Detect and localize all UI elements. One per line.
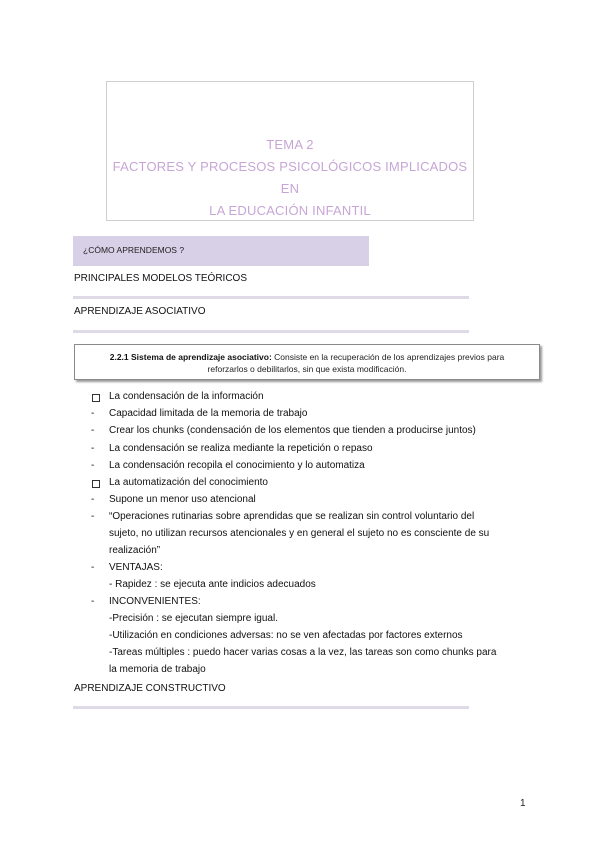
list-item: la memoria de trabajo	[109, 664, 206, 675]
dash-bullet: -	[91, 596, 95, 607]
question-banner	[73, 236, 369, 266]
checkbox-icon	[92, 480, 100, 488]
list-item: VENTAJAS:	[109, 562, 163, 573]
dash-bullet: -	[91, 443, 95, 454]
divider	[73, 296, 469, 299]
heading-models: PRINCIPALES MODELOS TEÓRICOS	[74, 273, 248, 284]
dash-bullet: -	[91, 460, 95, 471]
title-box	[106, 81, 474, 221]
definition-box	[74, 344, 540, 380]
list-item: realización”	[109, 545, 161, 556]
dash-bullet: -	[91, 511, 95, 522]
list-item: -Utilización en condiciones adversas: no se ven afectadas por factores externos	[109, 630, 463, 641]
definition-title: 2.2.1 Sistema de aprendizaje asociativo:	[109, 352, 272, 362]
question-label: ¿CÓMO APRENDEMOS ?	[83, 245, 185, 255]
dash-bullet: -	[91, 494, 95, 505]
list-item: La automatización del conocimiento	[109, 477, 268, 488]
definition-text: Consiste en la recuperación de los aprendizajes previos para	[271, 352, 505, 362]
list-item: INCONVENIENTES:	[109, 596, 201, 607]
list-item: sujeto, no utilizan recursos atencionales y en general el sujeto no es consciente de su	[109, 528, 490, 539]
dash-bullet: -	[91, 562, 95, 573]
list-item: Capacidad limitada de la memoria de trabajo	[109, 408, 308, 419]
list-item: -Precisión : se ejecutan siempre igual.	[109, 613, 278, 624]
list-item: “Operaciones rutinarias sobre aprendidas que se realizan sin control voluntario del	[109, 511, 475, 522]
list-item: La condensación se realiza mediante la repetición o repaso	[109, 443, 373, 454]
list-item: - Rapidez : se ejecuta ante indicios adecuados	[109, 579, 316, 590]
dash-bullet: -	[91, 425, 95, 436]
title-line-3: LA EDUCACIÓN INFANTIL	[209, 203, 371, 218]
list-item: La condensación recopila el conocimiento y lo automatiza	[109, 460, 365, 471]
divider	[73, 330, 469, 333]
title-line-1: TEMA 2	[266, 137, 314, 152]
checkbox-icon	[92, 394, 100, 402]
heading-associative: APRENDIZAJE ASOCIATIVO	[74, 306, 206, 317]
list-item: -Tareas múltiples : puedo hacer varias cosas a la vez, las tareas son como chunks para	[109, 647, 497, 658]
dash-bullet: -	[91, 408, 95, 419]
definition-text-2: reforzarlos o debilitarlos, sin que exista modificación.	[207, 364, 407, 374]
heading-constructive: APRENDIZAJE CONSTRUCTIVO	[74, 683, 226, 694]
page-number: 1	[520, 798, 526, 809]
list-item: Crear los chunks (condensación de los elementos que tienden a producirse juntos)	[109, 425, 476, 436]
title-line-2: FACTORES Y PROCESOS PSICOLÓGICOS IMPLICADOS EN	[112, 159, 468, 196]
divider	[73, 706, 469, 709]
list-item: Supone un menor uso atencional	[109, 494, 256, 505]
list-item: La condensación de la información	[109, 391, 264, 402]
